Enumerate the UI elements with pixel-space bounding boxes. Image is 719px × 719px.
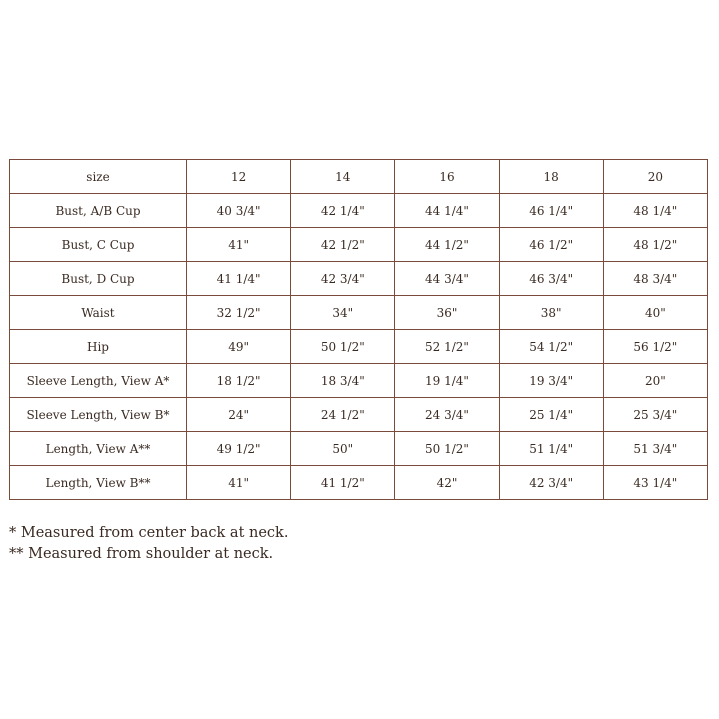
measurement-cell: 50 1/2"	[291, 330, 395, 364]
measurement-cell: 49 1/2"	[187, 432, 291, 466]
measurement-cell: 34"	[291, 296, 395, 330]
table-row	[10, 398, 708, 432]
row-label-cell: Hip	[10, 330, 187, 364]
measurement-cell: 52 1/2"	[395, 330, 499, 364]
measurement-cell: 25 1/4"	[499, 398, 603, 432]
measurement-cell: 46 3/4"	[499, 262, 603, 296]
measurement-cell: 24"	[187, 398, 291, 432]
measurement-cell: 19 1/4"	[395, 364, 499, 398]
measurement-cell: 56 1/2"	[603, 330, 707, 364]
footnotes	[9, 523, 288, 565]
row-label-cell: Bust, A/B Cup	[10, 194, 187, 228]
table-row	[10, 296, 708, 330]
header-size-cell: 18	[499, 160, 603, 194]
table-row	[10, 364, 708, 398]
measurement-cell: 41"	[187, 466, 291, 500]
measurement-cell: 44 3/4"	[395, 262, 499, 296]
measurement-cell: 36"	[395, 296, 499, 330]
measurement-cell: 25 3/4"	[603, 398, 707, 432]
table-row	[10, 466, 708, 500]
measurement-cell: 42 3/4"	[291, 262, 395, 296]
measurement-cell: 51 3/4"	[603, 432, 707, 466]
footnote-shoulder: ** Measured from shoulder at neck.	[9, 546, 274, 562]
measurement-cell: 41 1/4"	[187, 262, 291, 296]
measurement-cell: 44 1/2"	[395, 228, 499, 262]
header-label-cell: size	[10, 160, 187, 194]
footnote-center-back: * Measured from center back at neck.	[9, 525, 289, 541]
measurement-cell: 42 1/4"	[291, 194, 395, 228]
header-size-cell: 16	[395, 160, 499, 194]
row-label-cell: Length, View B**	[10, 466, 187, 500]
row-label-cell: Bust, D Cup	[10, 262, 187, 296]
header-size-cell: 20	[603, 160, 707, 194]
measurement-cell: 43 1/4"	[603, 466, 707, 500]
measurement-cell: 18 1/2"	[187, 364, 291, 398]
row-label-cell: Sleeve Length, View A*	[10, 364, 187, 398]
measurement-cell: 19 3/4"	[499, 364, 603, 398]
table-header-row	[10, 160, 708, 194]
measurement-cell: 41"	[187, 228, 291, 262]
measurement-cell: 48 1/2"	[603, 228, 707, 262]
row-label-cell: Length, View A**	[10, 432, 187, 466]
measurement-cell: 41 1/2"	[291, 466, 395, 500]
measurement-cell: 46 1/2"	[499, 228, 603, 262]
measurement-cell: 50 1/2"	[395, 432, 499, 466]
row-label-cell: Waist	[10, 296, 187, 330]
header-size-cell: 14	[291, 160, 395, 194]
row-label-cell: Sleeve Length, View B*	[10, 398, 187, 432]
measurement-cell: 40"	[603, 296, 707, 330]
measurement-cell: 18 3/4"	[291, 364, 395, 398]
measurement-cell: 48 3/4"	[603, 262, 707, 296]
measurement-cell: 32 1/2"	[187, 296, 291, 330]
measurement-cell: 42"	[395, 466, 499, 500]
measurement-cell: 50"	[291, 432, 395, 466]
row-label-cell: Bust, C Cup	[10, 228, 187, 262]
measurement-cell: 42 3/4"	[499, 466, 603, 500]
measurement-cell: 54 1/2"	[499, 330, 603, 364]
measurement-cell: 49"	[187, 330, 291, 364]
table-row	[10, 262, 708, 296]
measurement-cell: 20"	[603, 364, 707, 398]
table-row	[10, 194, 708, 228]
table-row	[10, 330, 708, 364]
measurement-cell: 51 1/4"	[499, 432, 603, 466]
table-row	[10, 228, 708, 262]
size-chart-table	[9, 159, 708, 500]
measurement-cell: 46 1/4"	[499, 194, 603, 228]
table-row	[10, 432, 708, 466]
measurement-cell: 44 1/4"	[395, 194, 499, 228]
measurement-cell: 48 1/4"	[603, 194, 707, 228]
measurement-cell: 24 3/4"	[395, 398, 499, 432]
measurement-cell: 38"	[499, 296, 603, 330]
measurement-cell: 40 3/4"	[187, 194, 291, 228]
measurement-cell: 42 1/2"	[291, 228, 395, 262]
measurement-cell: 24 1/2"	[291, 398, 395, 432]
header-size-cell: 12	[187, 160, 291, 194]
